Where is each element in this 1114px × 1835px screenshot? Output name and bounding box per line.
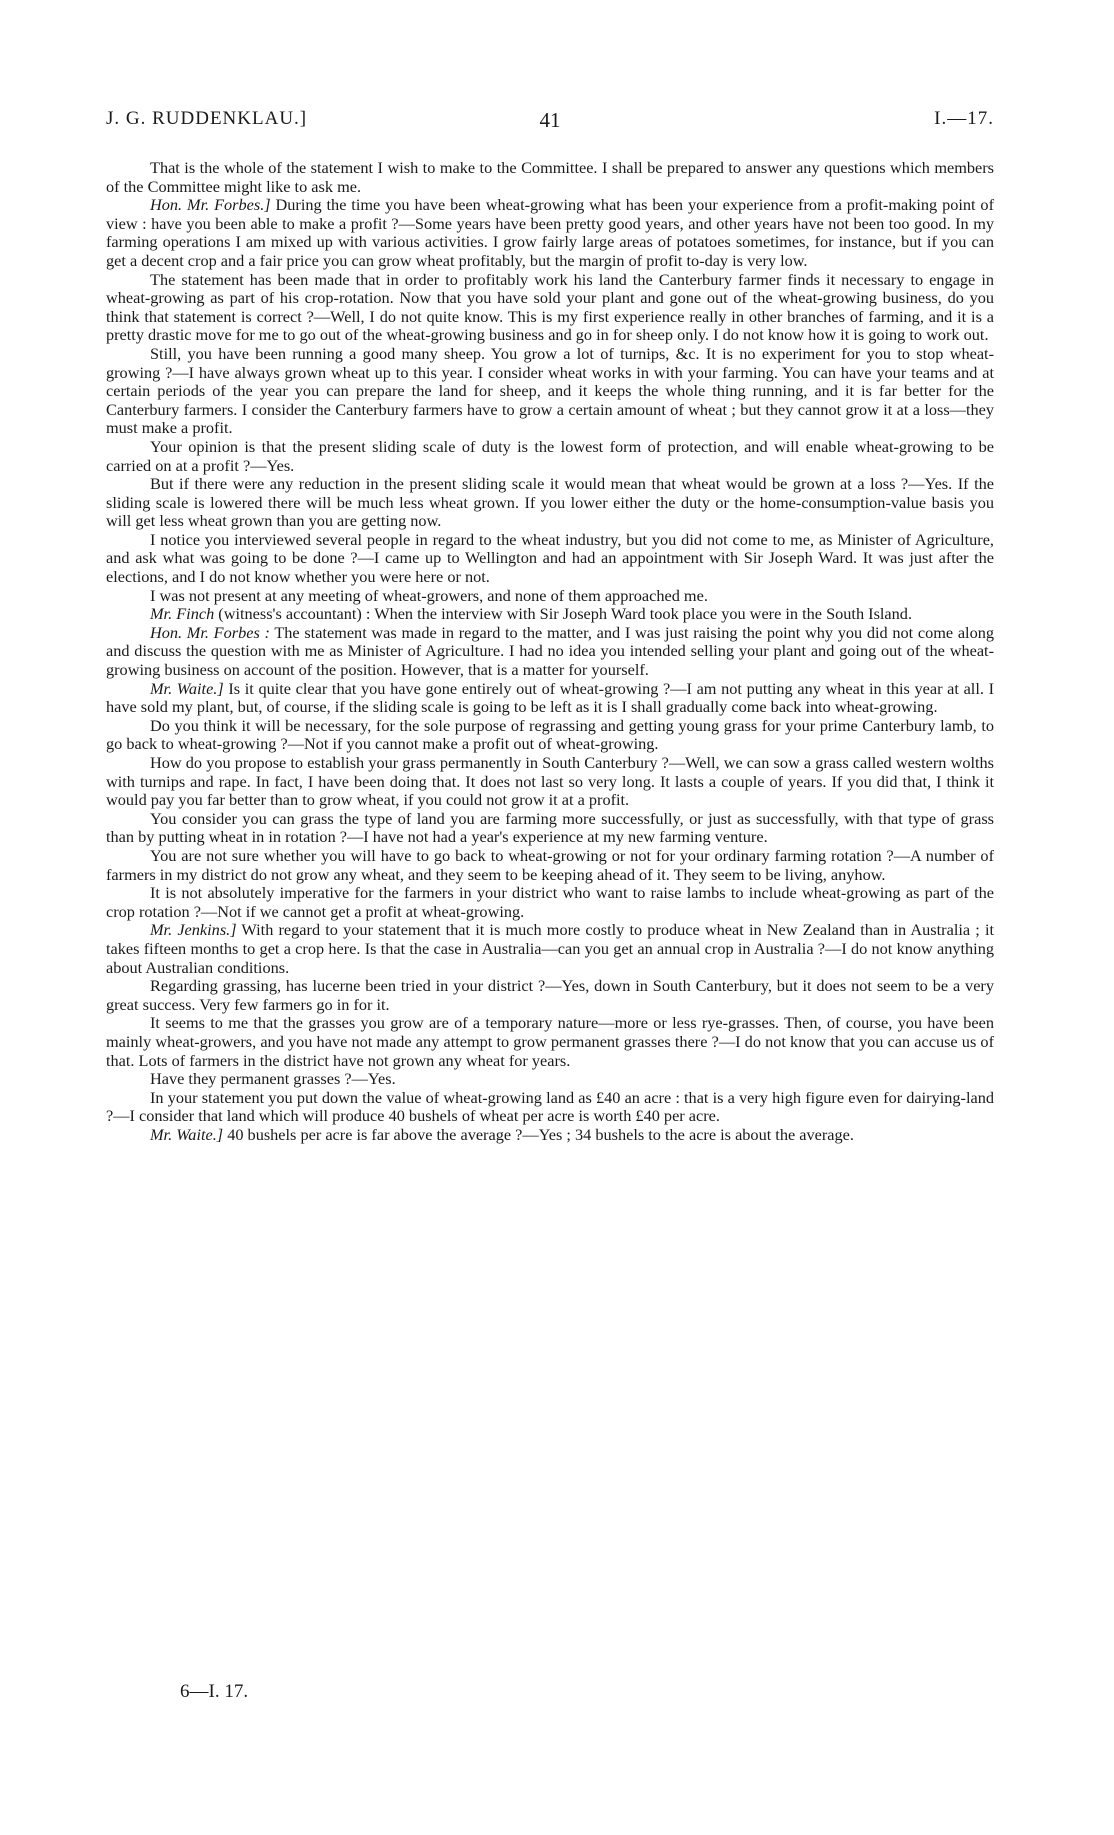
paragraph: [106, 977, 994, 1014]
paragraph: [106, 271, 994, 345]
paragraph: [106, 717, 994, 754]
paragraph: [106, 587, 994, 606]
paragraph: [106, 1070, 994, 1089]
paragraph: [106, 810, 994, 847]
paragraph: [106, 159, 994, 196]
paragraph: [106, 921, 994, 977]
paragraph: [106, 680, 994, 717]
paragraph: [106, 196, 994, 270]
paragraph-text: In your statement you put down the value of wheat-growing land as £40 an acre : that is a very high figure even for dairying-land ?—I consider that land which will produce 40 bushels of wheat per acre is worth £40 per acre.: [106, 1087, 994, 1126]
paragraph: [106, 1089, 994, 1126]
speaker-label: Mr. Jenkins.]: [150, 920, 237, 940]
paragraph-text: With regard to your statement that it is much more costly to produce wheat in New Zealand than in Australia ; it takes fifteen months to get a crop here. Is that the case in Australia—can you get an annual crop in Australia ?—I do not know anything about Australian conditions.: [106, 920, 994, 977]
paragraph-text: But if there were any reduction in the present sliding scale it would mean that wheat would be grown at a loss ?—Yes. If the sliding scale is lowered there will be much less wheat grown. If you lower either the duty or the home-consumption-value basis you will get less wheat grown than you are getting now.: [106, 474, 994, 531]
speaker-label: Mr. Waite.]: [150, 678, 224, 698]
speaker-label: Hon. Mr. Forbes :: [150, 622, 270, 642]
paragraph-text: That is the whole of the statement I wish to make to the Committee. I shall be prepared to answer any questions which members of the Committee might like to ask me.: [106, 158, 994, 196]
paragraph-text: You are not sure whether you will have to go back to wheat-growing or not for your ordinary farming rotation ?—A number of farmers in my district do not grow any wheat, and they seem to be keeping ahead of it. They seem to be living, anyhow.: [106, 845, 994, 884]
page-body: [106, 159, 994, 1144]
paragraph-text: I was not present at any meeting of wheat-growers, and none of them approached me.: [150, 585, 708, 605]
paragraph-text: 40 bushels per acre is far above the average ?—Yes ; 34 bushels to the acre is about the average.: [223, 1124, 854, 1144]
paragraph-text: Have they permanent grasses ?—Yes.: [150, 1069, 396, 1089]
paragraph: [106, 754, 994, 810]
paragraph: [106, 1126, 994, 1145]
paragraph-text: I notice you interviewed several people in regard to the wheat industry, but you did not come to me, as Minister of Agriculture, and ask what was going to be done ?—I came up to Wellington and had an appointment with Sir Joseph Ward. It was just after the elections, and I do not know whether you were here or not.: [106, 529, 994, 587]
paragraph: [106, 1014, 994, 1070]
speaker-label: Mr. Waite.]: [150, 1124, 224, 1144]
paragraph-text: The statement has been made that in order to profitably work his land the Canterbury farmer finds it necessary to engage in wheat-growing as part of his crop-rotation. Now that you have sold your plant and gone out of the wheat-growing business, do you think that statement is correct ?—Well, I do not quite know. This is my first experience really in other branches of farming, and it is a pretty drastic move for me to go out of the wheat-growing business and go in for sheep only. I do not know how it is going to work out.: [106, 269, 994, 345]
paragraph: [106, 345, 994, 438]
paragraph-text: You consider you can grass the type of land you are farming more successfully, or just as successfully, with that type of grass than by putting wheat in in rotation ?—I have not had a year's experience at my new farming venture.: [106, 808, 994, 847]
paragraph: [106, 884, 994, 921]
page-number: 41: [539, 108, 561, 132]
paragraph: [106, 531, 994, 587]
paragraph: [106, 475, 994, 531]
paragraph-text: Regarding grassing, has lucerne been tried in your district ?—Yes, down in South Canterbury, but it does not seem to be a very great success. Very few farmers go in for it.: [106, 976, 994, 1014]
paragraph-text: It seems to me that the grasses you grow are of a temporary nature—more or less rye-grasses. Then, of course, you have been mainly wheat-growers, and you have not made any attempt to grow permanent grasses there ?—I do not know that you can accuse us of that. Lots of farmers in the district have not grown any wheat for years.: [106, 1013, 994, 1070]
paragraph-text: Still, you have been running a good many sheep. You grow a lot of turnips, &c. It is no experiment for you to stop wheat-growing ?—I have always grown wheat up to this year. I consider wheat works in with your farming. You can have your teams and at certain periods of the year you can prepare the land for sheep, and it keeps the whole thing running, and it is far better for the Canterbury farmers. I consider the Canterbury farmers have to grow a certain amount of wheat ; but they cannot grow it at a loss—they must make a profit.: [106, 343, 994, 438]
paragraph: [106, 624, 994, 680]
signature-mark: 6—I. 17.: [180, 1681, 249, 1702]
paragraph: [106, 605, 994, 624]
paragraph-text: Do you think it will be necessary, for the sole purpose of regrassing and getting young grass for your prime Canterbury lamb, to go back to wheat-growing ?—Not if you cannot make a profit out of wheat-growing.: [106, 715, 994, 754]
paragraph-text: During the time you have been wheat-growing what has been your experience from a profit-making point of view : have you been able to make a profit ?—Some years have been pretty good years, and other years have not been too good. In my farming operations I am mixed up with various activities. I grow fairly large areas of potatoes sometimes, for instance, but if you can get a decent crop and a fair price you can grow wheat profitably, but the margin of profit to-day is very low.: [106, 195, 994, 270]
paragraph-text: The statement was made in regard to the matter, and I was just raising the point why you did not come along and discuss the question with me as Minister of Agriculture. I had no idea you intended selling your plant and going out of the wheat-growing business on account of the position. However, that is a matter for yourself.: [106, 622, 995, 680]
speaker-label: Mr. Finch: [150, 604, 215, 624]
paper-reference: I.—17.: [934, 108, 994, 129]
paragraph: [106, 438, 994, 475]
speaker-label: Hon. Mr. Forbes.]: [150, 195, 271, 215]
witness-name: J. G. RUDDENKLAU.]: [106, 108, 308, 129]
paragraph-text: Your opinion is that the present sliding scale of duty is the lowest form of protection, and will enable wheat-growing to be carried on at a profit ?—Yes.: [106, 436, 994, 475]
paragraph-text: It is not absolutely imperative for the farmers in your district who want to raise lambs to include wheat-growing as part of the crop rotation ?—Not if we cannot get a profit at wheat-growing.: [106, 883, 994, 921]
paragraph-text: How do you propose to establish your grass permanently in South Canterbury ?—Well, we can sow a grass called western wolths with turnips and rape. In fact, I have been doing that. It does not last so very long. It lasts a couple of years. If you did that, I think it would pay you far better than to grow wheat, if you could not grow it at a profit.: [106, 753, 994, 810]
paragraph-text: (witness's accountant) : When the interview with Sir Joseph Ward took place you were in the South Island.: [214, 604, 913, 624]
paragraph-text: Is it quite clear that you have gone entirely out of wheat-growing ?—I am not putting any wheat in this year at all. I have sold my plant, but, of course, if the sliding scale is going to be left as it is I shall gradually come back into wheat-growing.: [106, 678, 994, 717]
paragraph: [106, 847, 994, 884]
page-header: [106, 108, 994, 138]
